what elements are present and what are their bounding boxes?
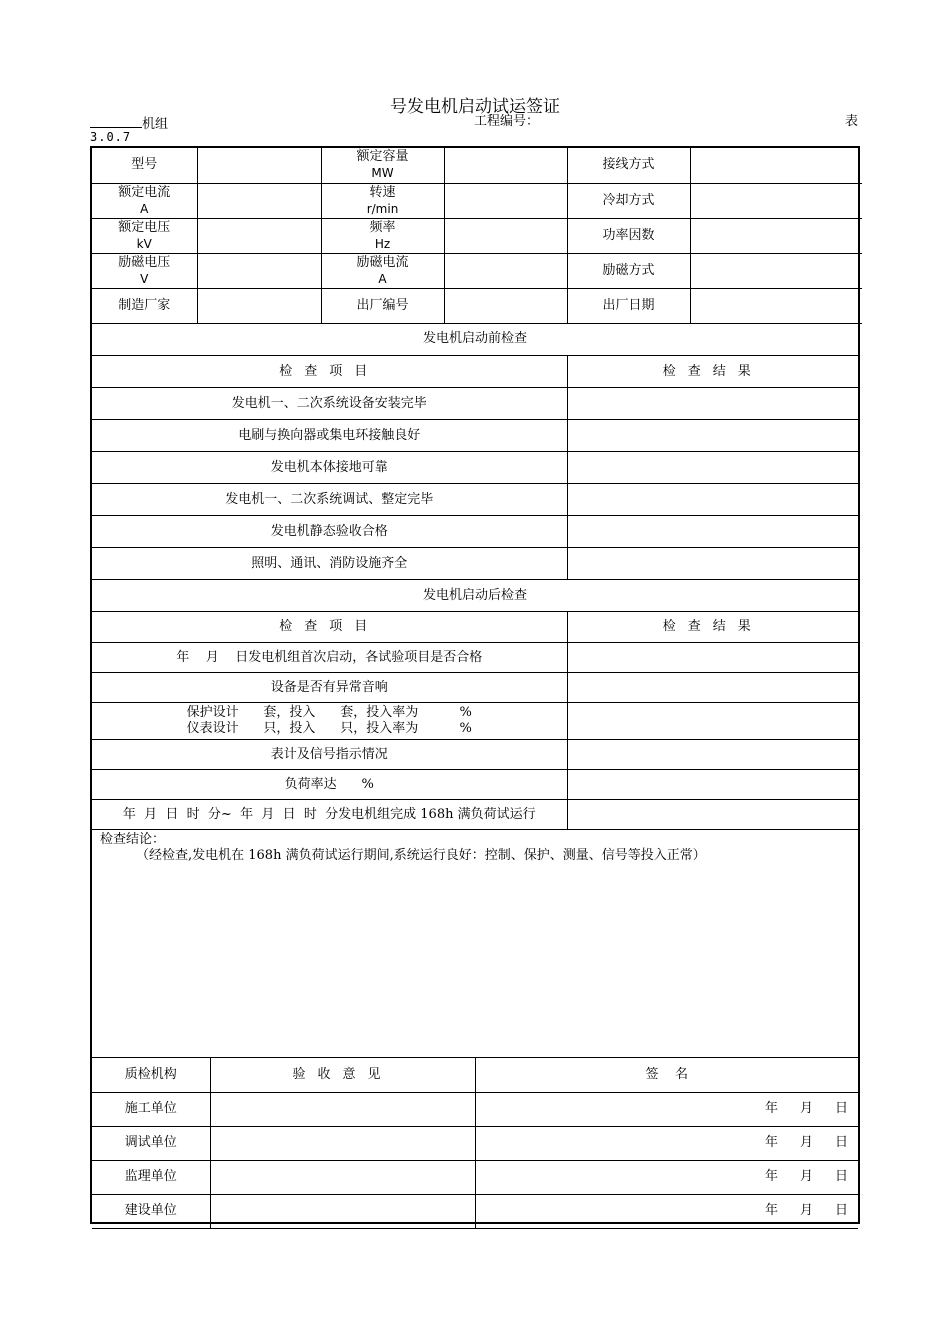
instrument-design-line: 仪表设计 只，投入 只，投入率为 %	[186, 721, 472, 736]
post-check-heading: 发电机启动后检查	[92, 580, 858, 612]
post-check-168h: 年 月 日 时 分~ 年 月 日 时 分发电机组完成 168h 满负荷试运行	[92, 800, 567, 830]
spec-row	[92, 183, 862, 218]
signoff-org: 施工单位	[92, 1092, 210, 1126]
unit-suffix: 机组	[142, 117, 169, 132]
pre-check-item: 发电机本体接地可靠	[92, 452, 567, 484]
post-check-item-header: 检查项目	[92, 612, 567, 643]
conclusion-label: 检查结论：	[100, 832, 166, 847]
pre-check-result[interactable]	[567, 388, 858, 420]
spec-label: 接线方式	[567, 148, 690, 183]
spec-row	[92, 148, 862, 183]
check-table	[92, 324, 858, 1059]
signoff-signature[interactable]	[475, 1160, 858, 1194]
pre-check-item: 照明、通讯、消防设施齐全	[92, 548, 567, 580]
spec-label: 励磁电压 V	[92, 253, 197, 288]
signoff-signature[interactable]	[475, 1126, 858, 1160]
post-check-result[interactable]	[567, 770, 858, 800]
spec-value[interactable]	[197, 183, 321, 218]
date-year: 年	[764, 1169, 778, 1184]
date-year: 年	[764, 1135, 778, 1150]
spec-label: 型号	[92, 148, 197, 183]
pre-check-result[interactable]	[567, 420, 858, 452]
spec-label: 出厂编号	[321, 288, 444, 323]
signoff-org: 调试单位	[92, 1126, 210, 1160]
post-check-result-header: 检查结果	[567, 612, 858, 643]
spec-value[interactable]	[444, 148, 567, 183]
spec-label: 额定电压 kV	[92, 218, 197, 253]
conclusion-box[interactable]	[92, 830, 858, 1058]
unit-number-blank[interactable]	[90, 114, 142, 128]
post-check-signals: 表计及信号指示情况	[92, 740, 567, 770]
signoff-signature-header: 签 名	[475, 1058, 858, 1092]
spec-value[interactable]	[690, 218, 862, 253]
form-title: 号发电机启动试运签证	[390, 97, 560, 117]
pre-check-item: 发电机一、二次系统调试、整定完毕	[92, 484, 567, 516]
signoff-org: 监理单位	[92, 1160, 210, 1194]
spec-label: 励磁电流 A	[321, 253, 444, 288]
signoff-opinion[interactable]	[210, 1092, 475, 1126]
pre-check-result[interactable]	[567, 548, 858, 580]
spec-table	[92, 148, 862, 324]
post-check-result[interactable]	[567, 800, 858, 830]
post-check-result[interactable]	[567, 703, 858, 740]
signoff-signature[interactable]	[475, 1194, 858, 1228]
pre-check-item-header: 检查项目	[92, 356, 567, 388]
spec-label: 功率因数	[567, 218, 690, 253]
spec-value[interactable]	[197, 218, 321, 253]
date-day: 日	[834, 1169, 848, 1184]
post-check-first-start: 年 月 日发电机组首次启动，各试验项目是否合格	[92, 643, 567, 673]
table-label: 表	[845, 114, 859, 129]
date-month: 月	[799, 1101, 813, 1116]
pre-check-result-header: 检查结果	[567, 356, 858, 388]
date-month: 月	[799, 1135, 813, 1150]
pre-check-result[interactable]	[567, 516, 858, 548]
spec-label: 转速 r/min	[321, 183, 444, 218]
signoff-org: 建设单位	[92, 1194, 210, 1228]
date-day: 日	[834, 1101, 848, 1116]
post-check-protection	[92, 703, 567, 740]
spec-label: 额定电流 A	[92, 183, 197, 218]
spec-value[interactable]	[197, 253, 321, 288]
spec-value[interactable]	[444, 288, 567, 323]
spec-value[interactable]	[690, 148, 862, 183]
pre-check-result[interactable]	[567, 452, 858, 484]
date-month: 月	[799, 1169, 813, 1184]
table-number: 3.0.7	[90, 130, 132, 144]
form-frame	[90, 146, 860, 1224]
spec-row	[92, 288, 862, 323]
pre-check-item: 发电机静态验收合格	[92, 516, 567, 548]
spec-value[interactable]	[197, 148, 321, 183]
post-check-result[interactable]	[567, 740, 858, 770]
date-year: 年	[764, 1101, 778, 1116]
spec-label: 出厂日期	[567, 288, 690, 323]
pre-check-item: 电刷与换向器或集电环接触良好	[92, 420, 567, 452]
spec-value[interactable]	[444, 253, 567, 288]
pre-check-heading: 发电机启动前检查	[92, 324, 858, 356]
spec-value[interactable]	[690, 288, 862, 323]
spec-row	[92, 218, 862, 253]
signoff-opinion[interactable]	[210, 1160, 475, 1194]
date-day: 日	[834, 1203, 848, 1218]
signoff-org-header: 质检机构	[92, 1058, 210, 1092]
pre-check-item: 发电机一、二次系统设备安装完毕	[92, 388, 567, 420]
spec-value[interactable]	[690, 183, 862, 218]
spec-value[interactable]	[444, 183, 567, 218]
spec-row	[92, 253, 862, 288]
conclusion-text: （经检查,发电机在 168h 满负荷试运行期间,系统运行良好：控制、保护、测量、信号等投入正常）	[136, 848, 706, 863]
spec-label: 励磁方式	[567, 253, 690, 288]
spec-label: 冷却方式	[567, 183, 690, 218]
spec-label: 额定容量 MW	[321, 148, 444, 183]
signoff-opinion-header: 验收意见	[210, 1058, 475, 1092]
spec-label: 制造厂家	[92, 288, 197, 323]
spec-value[interactable]	[197, 288, 321, 323]
spec-value[interactable]	[444, 218, 567, 253]
post-check-noise: 设备是否有异常音响	[92, 673, 567, 703]
spec-label: 频率 Hz	[321, 218, 444, 253]
pre-check-result[interactable]	[567, 484, 858, 516]
post-check-load: 负荷率达 %	[92, 770, 567, 800]
signoff-opinion[interactable]	[210, 1126, 475, 1160]
date-month: 月	[799, 1203, 813, 1218]
spec-value[interactable]	[690, 253, 862, 288]
post-check-result[interactable]	[567, 643, 858, 673]
signoff-table	[92, 1058, 858, 1229]
date-year: 年	[764, 1203, 778, 1218]
project-number-label: 工程编号：	[474, 114, 540, 129]
signoff-opinion[interactable]	[210, 1194, 475, 1228]
post-check-result[interactable]	[567, 673, 858, 703]
signoff-signature[interactable]	[475, 1092, 858, 1126]
date-day: 日	[834, 1135, 848, 1150]
protection-design-line: 保护设计 套，投入 套，投入率为 %	[186, 705, 472, 720]
